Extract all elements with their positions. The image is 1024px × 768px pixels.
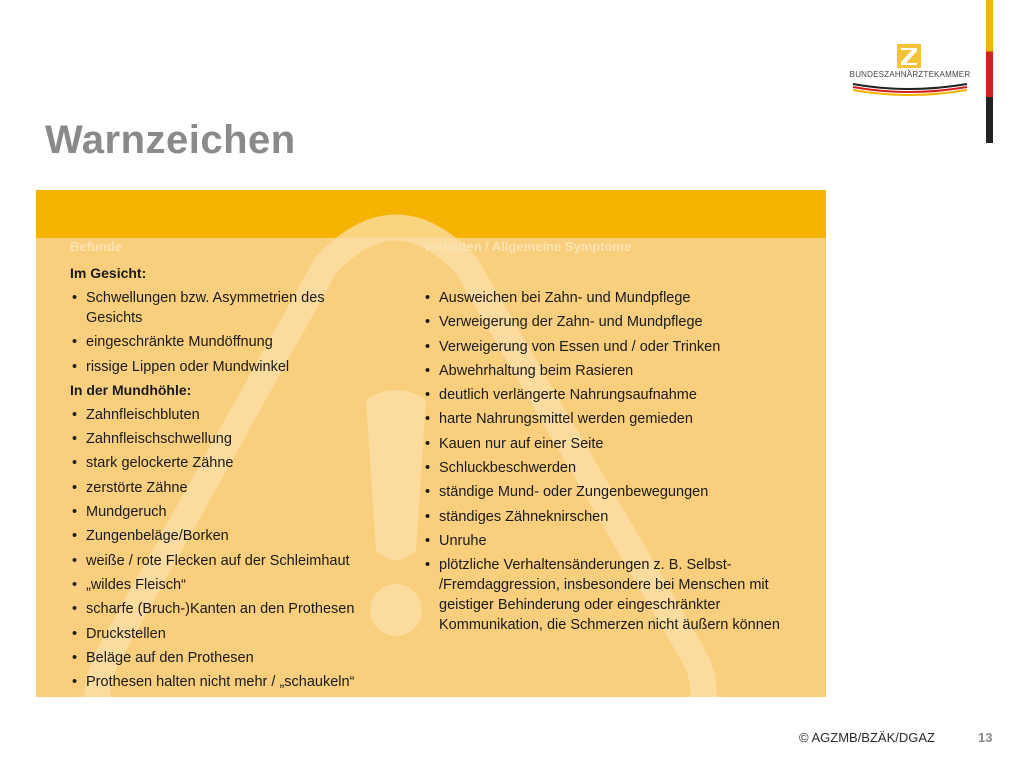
list-item: • Druckstellen bbox=[70, 624, 410, 644]
list-item: • Prothesen halten nicht mehr / „schaukeln“ bbox=[70, 672, 410, 692]
list-item: • harte Nahrungsmittel werden gemieden bbox=[423, 409, 803, 429]
list-item: • zerstörte Zähne bbox=[70, 478, 410, 498]
list-item: • Mundgeruch bbox=[70, 502, 410, 522]
column-header-findings: Befunde bbox=[70, 239, 122, 254]
bzaek-logo bbox=[849, 44, 971, 96]
copyright-notice: © AGZMB/BZÄK/DGAZ bbox=[799, 730, 935, 745]
warning-signs-panel bbox=[36, 190, 826, 697]
list-item: • plötzliche Verhaltensänderungen z. B. Selbst- /Fremdaggression, insbesondere bei Menschen mit geistiger Behinderung oder eingeschränkter Kommunikation, die Schmerzen nicht äußern können bbox=[423, 555, 803, 635]
behavior-column bbox=[423, 288, 803, 640]
findings-column bbox=[70, 264, 410, 696]
list-item: • eingeschränkte Mundöffnung bbox=[70, 332, 410, 352]
list-item: • Beläge auf den Prothesen bbox=[70, 648, 410, 668]
flag-accent-bar bbox=[986, 0, 993, 143]
page-title: Warnzeichen bbox=[45, 118, 296, 162]
z-logo-icon bbox=[897, 44, 921, 68]
list-item: • ständiges Zähneknirschen bbox=[423, 507, 803, 527]
face-subheading: Im Gesicht: bbox=[70, 265, 147, 281]
mouth-list bbox=[70, 405, 410, 692]
logo-text: BUNDESZAHNÄRZTEKAMMER bbox=[849, 70, 971, 79]
list-item: • Zahnfleischschwellung bbox=[70, 429, 410, 449]
list-item: • Verweigerung von Essen und / oder Trinken bbox=[423, 337, 803, 357]
face-list bbox=[70, 288, 410, 377]
list-item: • Schwellungen bzw. Asymmetrien des Gesichts bbox=[70, 288, 410, 328]
list-item: • ständige Mund- oder Zungenbewegungen bbox=[423, 482, 803, 502]
list-item: • weiße / rote Flecken auf der Schleimhaut bbox=[70, 551, 410, 571]
mouth-subheading: In der Mundhöhle: bbox=[70, 381, 192, 398]
list-item: • rissige Lippen oder Mundwinkel bbox=[70, 357, 410, 377]
list-item: • „wildes Fleisch“ bbox=[70, 575, 410, 595]
list-item: • Verweigerung der Zahn- und Mundpflege bbox=[423, 312, 803, 332]
list-item: • scharfe (Bruch-)Kanten an den Prothesen bbox=[70, 599, 410, 619]
list-item: • deutlich verlängerte Nahrungsaufnahme bbox=[423, 385, 803, 405]
column-header-behavior: Verhalten / Allgemeine Symptome bbox=[423, 239, 632, 254]
behavior-list bbox=[423, 288, 803, 635]
list-item: • Ausweichen bei Zahn- und Mundpflege bbox=[423, 288, 803, 308]
list-item: • Kauen nur auf einer Seite bbox=[423, 434, 803, 454]
list-item: • Unruhe bbox=[423, 531, 803, 551]
logo-swoosh-icon bbox=[849, 78, 971, 96]
page-number: 13 bbox=[978, 730, 993, 745]
list-item: • Zahnfleischbluten bbox=[70, 405, 410, 425]
list-item: • Schluckbeschwerden bbox=[423, 458, 803, 478]
list-item: • stark gelockerte Zähne bbox=[70, 453, 410, 473]
list-item: • Zungenbeläge/Borken bbox=[70, 526, 410, 546]
list-item: • Abwehrhaltung beim Rasieren bbox=[423, 361, 803, 381]
